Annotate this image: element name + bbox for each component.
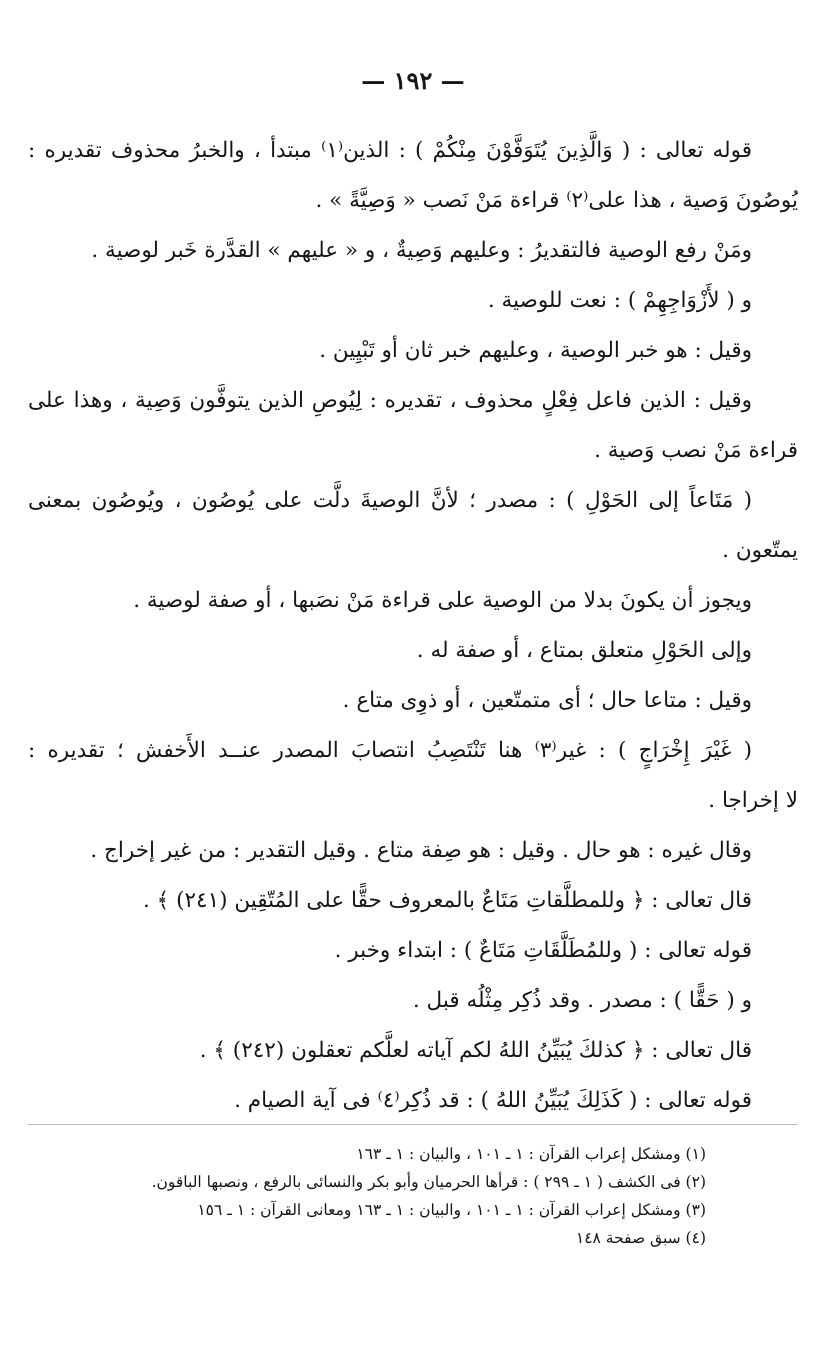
text-line: وقيل : هو خبر الوصية ، وعليهم خبر ثان أو تَبْيِين .	[319, 338, 752, 363]
text-line: قال تعالى : ﴿ كذلكَ يُبَيِّنُ اللهُ لكم آياته لعلَّكم تعقلون (٢٤٢) ﴾ .	[199, 1038, 752, 1063]
text-line: يمتّعون .	[722, 538, 798, 563]
text-line: قوله تعالى : ( كَذَلِكَ يُبَيِّنُ اللهُ ) : قد ذُكِر⁽٤⁾ فى آية الصيام .	[234, 1088, 752, 1113]
footnote: (٤) سبق صفحة ١٤٨	[575, 1229, 706, 1247]
footnote: (٣) ومشكل إعراب القرآن : ١ ـ ١٠١ ، والبيان : ١ ـ ١٦٣ ومعانى القرآن : ١ ـ ١٥٦	[197, 1201, 706, 1219]
footnote-divider	[28, 1124, 798, 1125]
text-line: ويجوز أن يكونَ بدلا من الوصية على قراءة مَنْ نصَبها ، أو صفة لوصية .	[133, 588, 752, 613]
text-line: وقيل : الذين فاعل فِعْلٍ محذوف ، تقديره : لِيُوصِ الذين يتوفَّون وَصِية ، وهذا على	[28, 388, 752, 413]
text-line: يُوصُونَ وَصية ، هذا على⁽٢⁾ قراءة مَنْ نَصب « وَصِيَّةً » .	[315, 188, 798, 213]
text-line: وقال غيره : هو حال . وقيل : هو صِفة متاع . وقيل التقدير : من غير إخراج .	[90, 838, 752, 863]
text-line: ومَنْ رفع الوصية فالتقديرُ : وعليهم وَصِيةٌ ، و « عليهم » القدَّرة خَبر لوصية .	[91, 238, 752, 263]
commentary-text	[28, 126, 798, 1126]
text-line: قراءة مَنْ نصب وَصية .	[594, 438, 798, 463]
footnotes	[28, 1140, 798, 1252]
page-number: — ١٩٢ —	[361, 66, 465, 95]
text-line: ( غَيْرَ إِخْرَاجٍ ) : غير⁽٣⁾ هنا تَنْتَصِبُ انتصابَ المصدر عنــد الأَخفش ؛ تقديره :	[28, 738, 752, 763]
footnote: (٢) فى الكشف ( ١ ـ ٢٩٩ ) : قرأها الحرميان وأبو بكر والنسائى بالرفع ، ونصبها الباقون.	[151, 1173, 706, 1191]
text-line: قوله تعالى : ( وَالَّذِينَ يُتَوَفَّوْنَ مِنْكُمْ ) : الذين⁽١⁾ مبتدأ ، والخبرُ محذوف تقديره :	[28, 138, 752, 163]
text-line: وإلى الحَوْلِ متعلق بمتاع ، أو صفة له .	[416, 638, 752, 663]
text-line: و ( حَقًّا ) : مصدر . وقد ذُكِر مِثْلُه قبل .	[412, 988, 752, 1013]
text-line: وقيل : متاعا حال ؛ أى متمتّعين ، أو ذوِى متاع .	[342, 688, 752, 713]
text-line: قوله تعالى : ( وللمُطَلَّقَاتِ مَتَاعٌ ) : ابتداء وخبر .	[334, 938, 752, 963]
text-line: ( مَتَاعاً إلى الحَوْلِ ) : مصدر ؛ لأنَّ الوصيةَ دلَّت على يُوصُون ، ويُوصُون بمعنى	[28, 488, 752, 513]
text-line: و ( لأَزْوَاجِهِمْ ) : نعت للوصية .	[487, 288, 752, 313]
footnote: (١) ومشكل إعراب القرآن : ١ ـ ١٠١ ، والبيان : ١ ـ ١٦٣	[356, 1145, 706, 1163]
text-line: قال تعالى : ﴿ وللمطلَّقاتِ مَتَاعٌ بالمعروف حقًّا على المُتّقِين (٢٤١) ﴾ .	[142, 888, 752, 913]
text-line: لا إخراجا .	[708, 788, 798, 813]
